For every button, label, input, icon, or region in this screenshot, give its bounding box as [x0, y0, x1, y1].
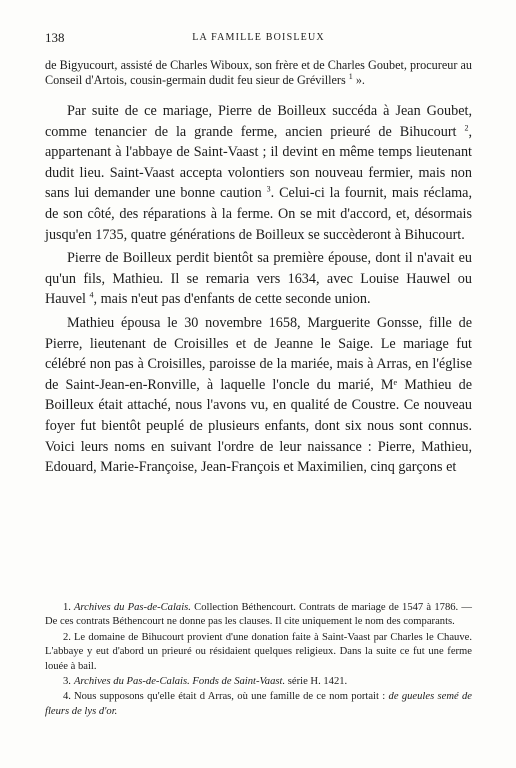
- page-header: [45, 30, 472, 46]
- paragraph: [45, 101, 472, 245]
- footnote-reference: 3: [266, 184, 271, 194]
- paragraph-text: , appartenant à l'abbaye de Saint-Vaast ; il devint en même temps lieutenant dudit lieu. Saint-Vaast accepta volontiers son nouveau fermier, mais non sans lui demander une bonne caution: [45, 123, 472, 202]
- footnote-text: Le domaine de Bihucourt provient d'une donation faite à Saint-Vaast par Charles le Chauve. L'abbaye y eut d'abord un prieuré ou résidaient quelques religieux. Dans la suite ce fut une ferme louée à bail.: [45, 631, 472, 672]
- footnote-number: 4.: [63, 691, 71, 703]
- footnote-text: Nous supposons qu'elle était d Arras, où une famille de ce nom portait :: [73, 691, 389, 703]
- footnote-number: 3.: [63, 676, 71, 688]
- footnote: [45, 675, 472, 689]
- continued-paragraph: [45, 58, 472, 88]
- paragraph: [45, 248, 472, 310]
- footnote: [45, 631, 472, 674]
- paragraph-text: . Celui-ci la fournit, mais réclama, de son côté, des réparations à la ferme. On se mit d'accord, et, désormais jusqu'en 1735, quatre générations de Boilleux se succèderont à Bihucourt.: [45, 185, 472, 243]
- body-text: [45, 58, 472, 478]
- paragraph-text: Pierre de Boilleux perdit bientôt sa première épouse, dont il n'avait eu qu'un fils, Mathieu. Il se remaria vers 1634, avec Louise Hauwel ou Hauvel: [45, 250, 472, 308]
- paragraph-text: ».: [352, 73, 365, 87]
- paragraph-text: , mais n'eut pas d'enfants de cette seconde union.: [93, 291, 371, 308]
- footnote-source: Archives du Pas-de-Calais.: [73, 602, 191, 613]
- running-title: LA FAMILLE BOISLEUX: [192, 32, 325, 43]
- footnote-number: 2.: [63, 631, 71, 643]
- footnote-source: Archives du Pas-de-Calais. Fonds de Saint-Vaast.: [73, 676, 286, 688]
- paragraph-text: Par suite de ce mariage, Pierre de Boilleux succéda à Jean Goubet, comme tenancier de la grande ferme, ancien prieuré de Bihucourt: [45, 103, 472, 140]
- footnote-text: série H. 1421.: [285, 676, 348, 688]
- paragraph-text: Mathieu épousa le 30 novembre 1658, Marguerite Gonsse, fille de Pierre, lieutenant de Croisilles et de Jeanne le Saige. Le mariage fut célébré non pas à Croisilles, paroisse de la mariée, mais à Arras, en l'église de Saint-Jean-en-Ronville, à laquelle l'oncle du marié, Mᵉ Mathieu de Boilleux était attaché, nous l'avons vu, en qualité de Coustre. Ce nouveau foyer fut bientôt peuplé de plusieurs enfants, dont six nous sont connus. Voici leurs noms en suivant l'ordre de leur naissance : Pierre, Mathieu, Edouard, Marie-Françoise, Jean-François et Maximilien, cinq garçons et: [45, 314, 472, 476]
- footnotes: [45, 601, 472, 719]
- page-number: 138: [45, 30, 65, 45]
- footnote-reference: 4: [89, 290, 94, 300]
- footnote: [45, 690, 472, 719]
- paragraph-text: de Bigyucourt, assisté de Charles Wiboux, son frère et de Charles Goubet, procureur au Conseil d'Artois, cousin-germain dudit feu sieur de Grévillers: [45, 58, 472, 87]
- footnote-italic-text: de gueules semé de fleurs de lys d'or.: [45, 691, 472, 717]
- footnote-reference: 2: [464, 122, 469, 132]
- footnote: [45, 601, 472, 630]
- paragraph: [45, 313, 472, 478]
- footnote-reference: 1: [348, 71, 353, 81]
- footnote-text: Collection Béthencourt. Contrats de mariage de 1547 à 1786. — De ces contrats Béthencourt ne donne pas les clauses. Il cite uniquement le nom des comparants.: [45, 602, 472, 628]
- footnote-number: 1.: [63, 602, 71, 613]
